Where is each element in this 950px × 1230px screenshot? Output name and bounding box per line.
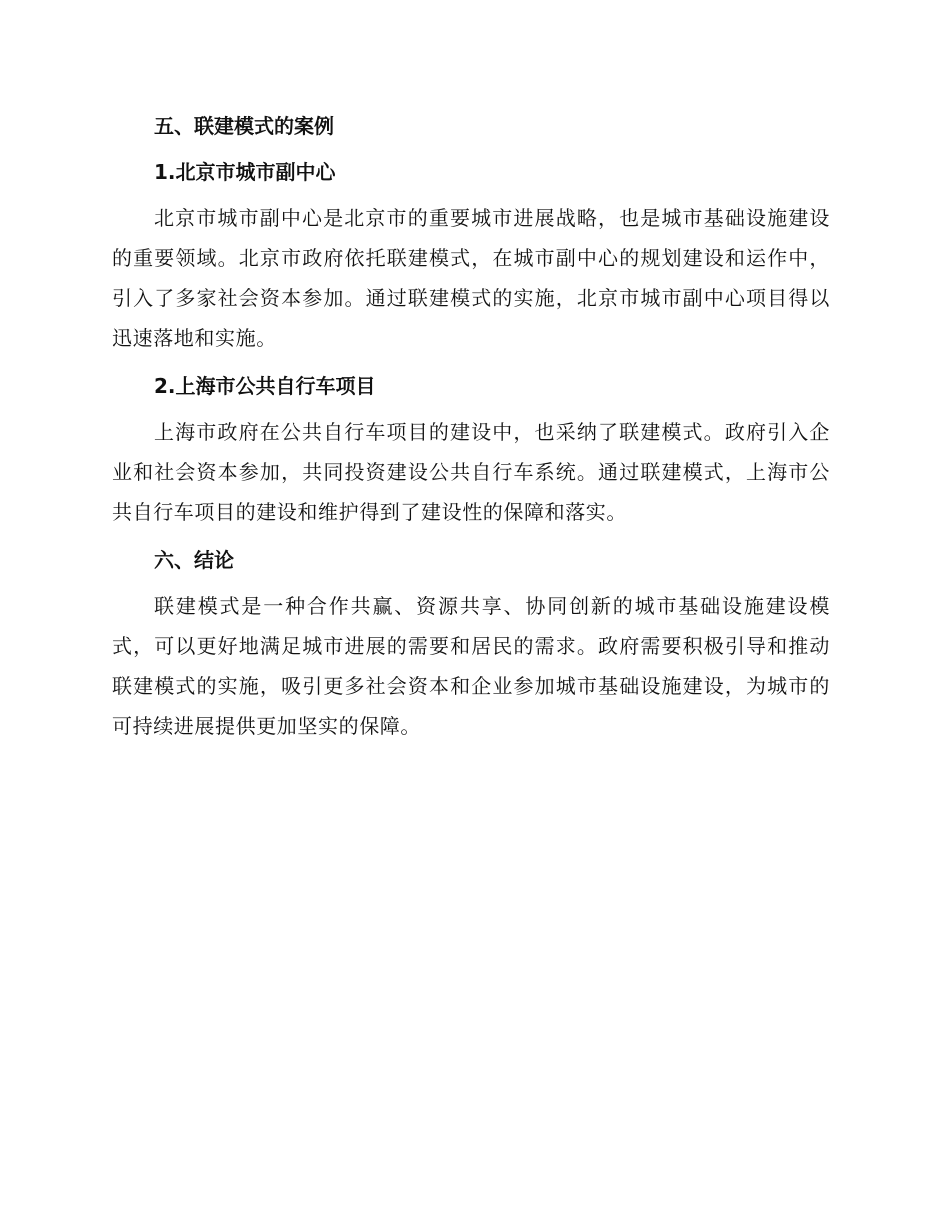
case2-title: 2.上海市公共自行车项目 xyxy=(154,374,376,398)
document-body xyxy=(112,110,830,746)
section5-title: 五、联建模式的案例 xyxy=(154,114,334,138)
section6-title: 六、结论 xyxy=(154,548,234,572)
case1-title: 1.北京市城市副中心 xyxy=(154,160,336,184)
conclusion-paragraph: 联建模式是一种合作共赢、资源共享、协同创新的城市基础设施建设模式，可以更好地满足城市进展的需要和居民的需求。政府需要积极引导和推动联建模式的实施，吸引更多社会资本和企业参加城市基础设施建设，为城市的可持续进展提供更加坚实的保障。 xyxy=(112,594,830,738)
case2-paragraph: 上海市政府在公共自行车项目的建设中，也采纳了联建模式。政府引入企业和社会资本参加，共同投资建设公共自行车系统。通过联建模式，上海市公共自行车项目的建设和维护得到了建设性的保障和落实。 xyxy=(112,420,830,524)
case1-paragraph: 北京市城市副中心是北京市的重要城市进展战略，也是城市基础设施建设的重要领域。北京市政府依托联建模式，在城市副中心的规划建设和运作中，引入了多家社会资本参加。通过联建模式的实施，北京市城市副中心项目得以迅速落地和实施。 xyxy=(112,206,830,350)
